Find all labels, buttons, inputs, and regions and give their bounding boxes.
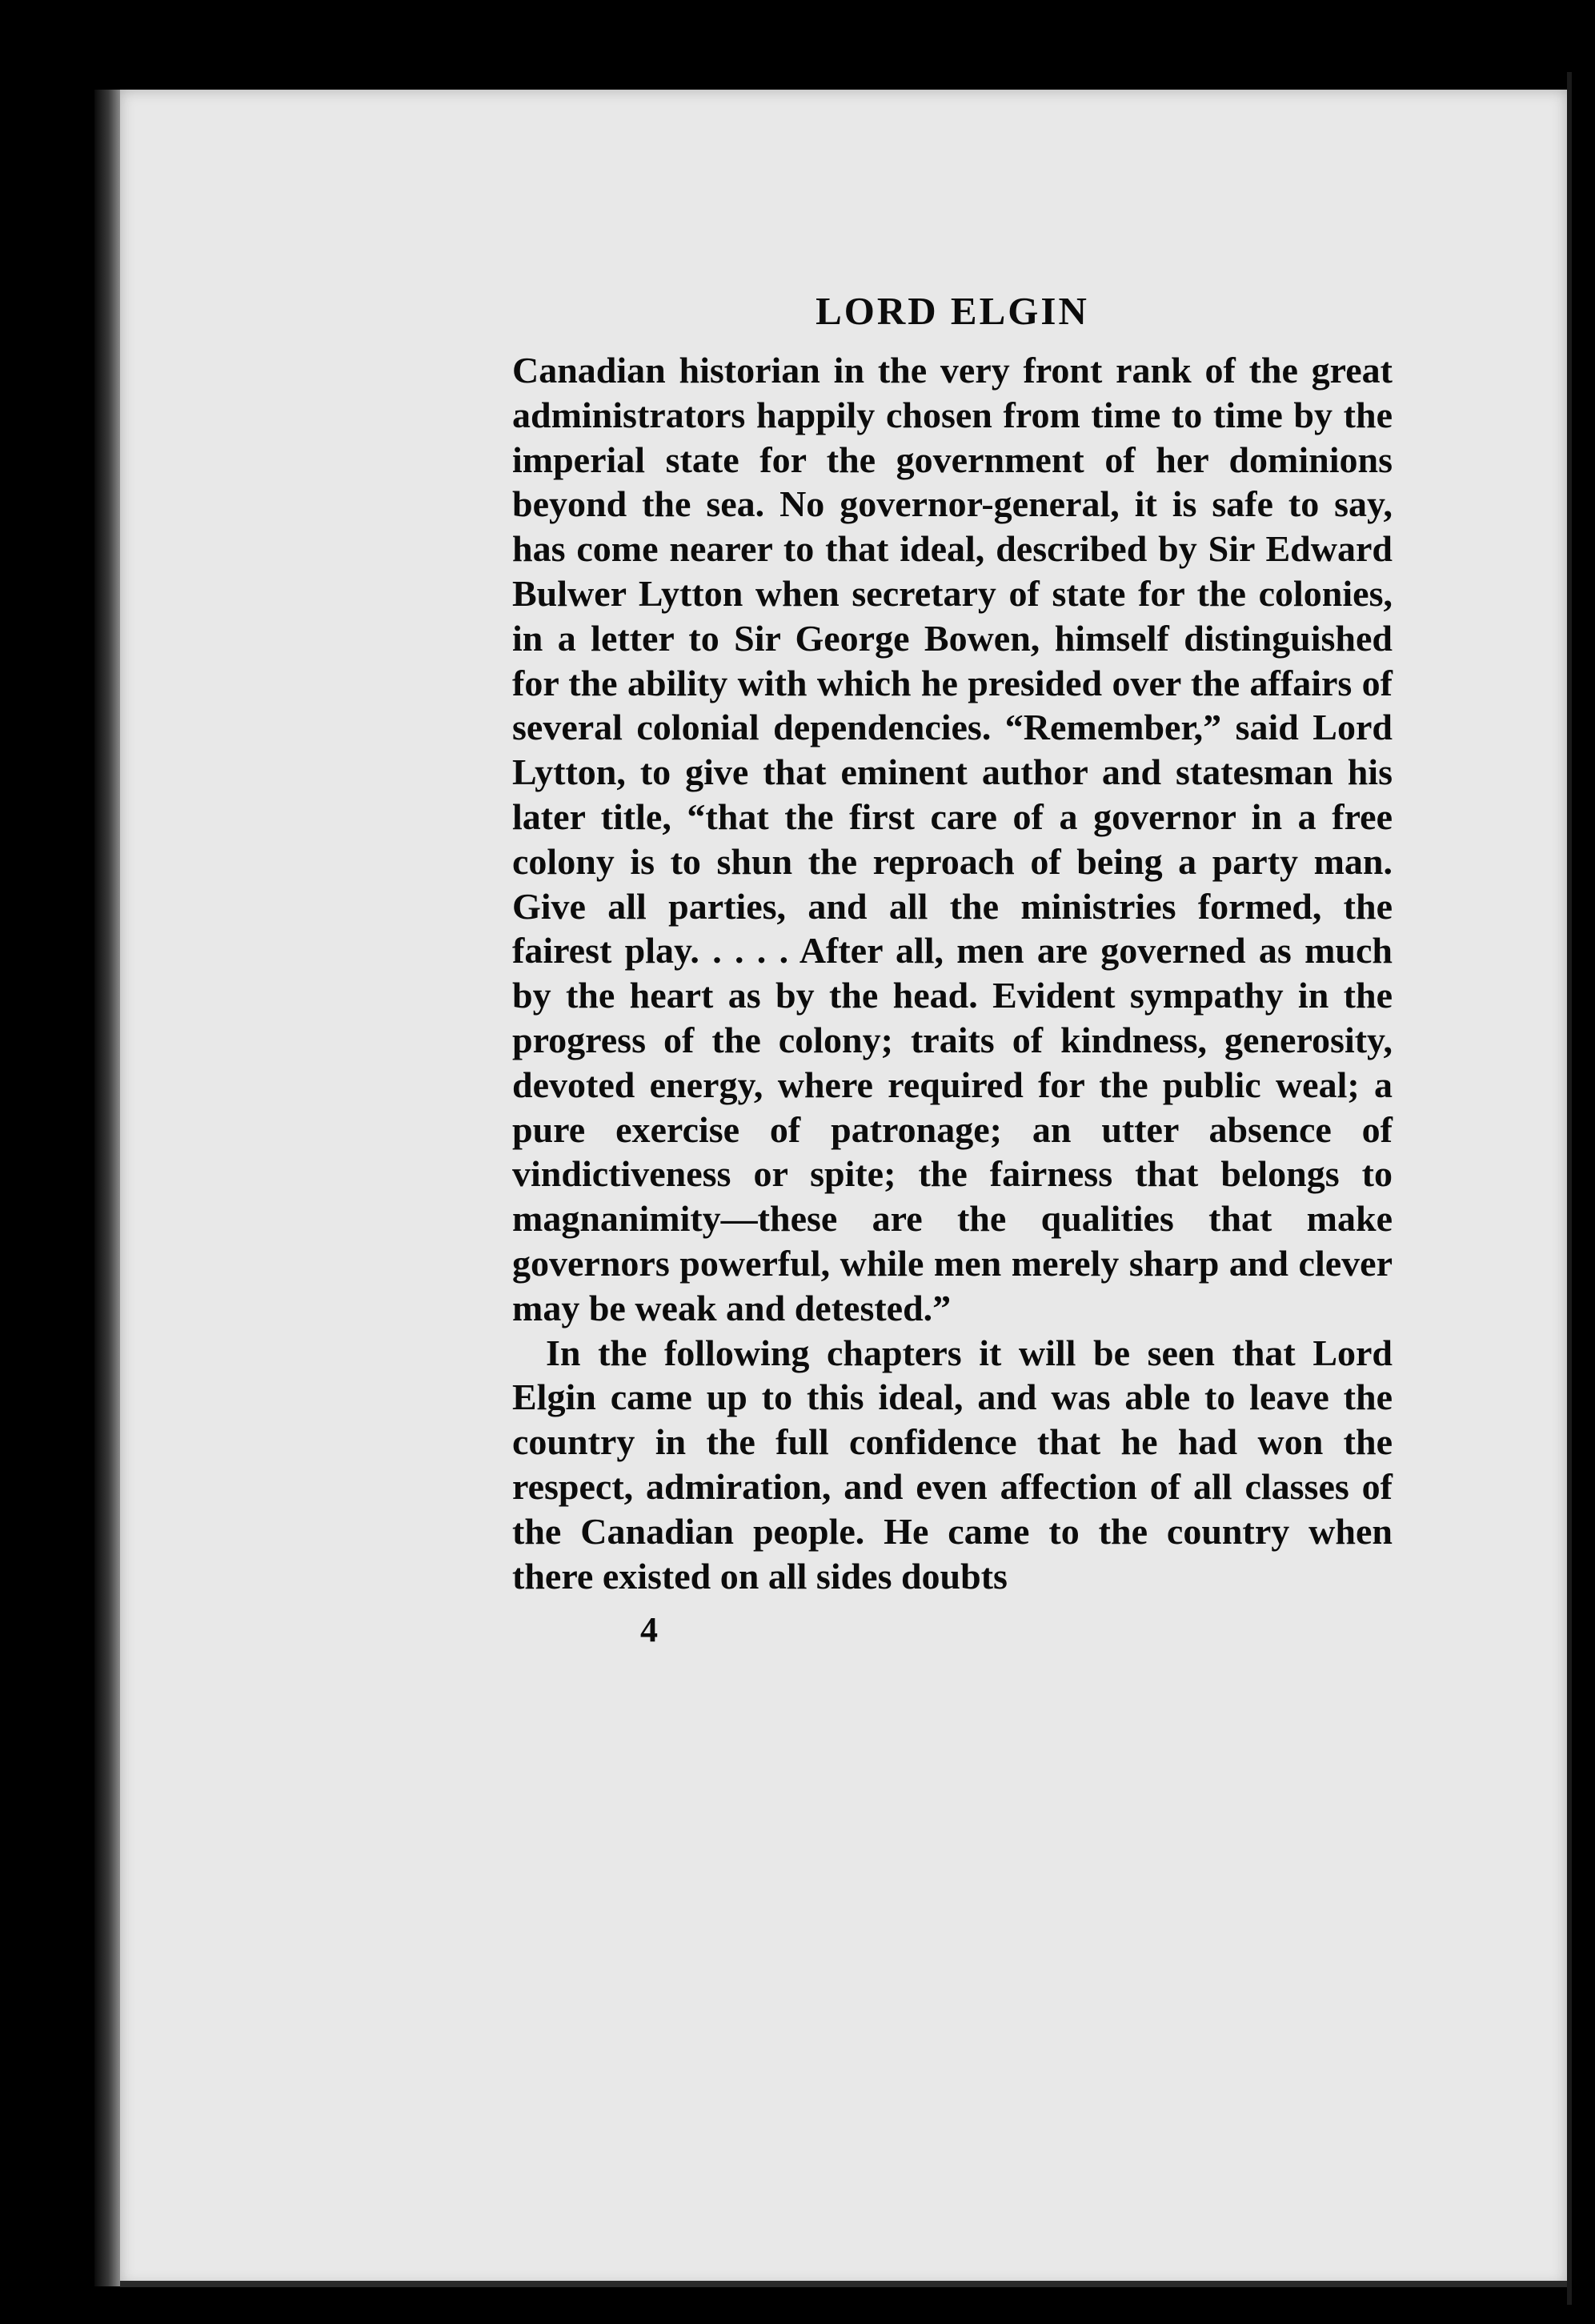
running-head: LORD ELGIN <box>816 289 1089 333</box>
page-text-block <box>512 288 1393 1650</box>
page-bottom-edge <box>120 2281 1567 2287</box>
paragraph-2: In the following chapters it will be seen that Lord Elgin came up to this ideal, and was able to leave the country in the full confidence that he had won the respect, admiration, and even affection of all classes of the Canadian people. He came to the country when there existed on all sides doubts <box>512 1332 1393 1597</box>
page-right-edge <box>1567 72 1572 2305</box>
page-number: 4 <box>640 1610 658 1650</box>
paragraph-1: Canadian historian in the very front rank of the great administrators happily chosen from time to time by the imperial state for the government of her dominions beyond the sea. No governor-general, it is safe to say, has come nearer to that ideal, described by Sir Edward Bulwer Lytton when secretary of state for the colonies, in a letter to Sir George Bowen, himself distinguished for the ability with which he presided over the affairs of several colonial dependencies. “Remember,” said Lord Lytton, to give that eminent author and statesman his later title, “that the first care of a governor in a free colony is to shun the reproach of being a party man. Give all parties, and all the ministries formed, the fairest play. . . . . After all, men are governed as much by the heart as by the head. Evident sympathy in the progress of the colony; traits of kindness, generosity, devoted energy, where required for the public weal; a pure exercise of patronage; an utter absence of vindictiveness or spite; the fairness that belongs to magnanimity—these are the qualities that make governors powerful, while men merely sharp and clever may be weak and detested.” <box>512 350 1393 1328</box>
